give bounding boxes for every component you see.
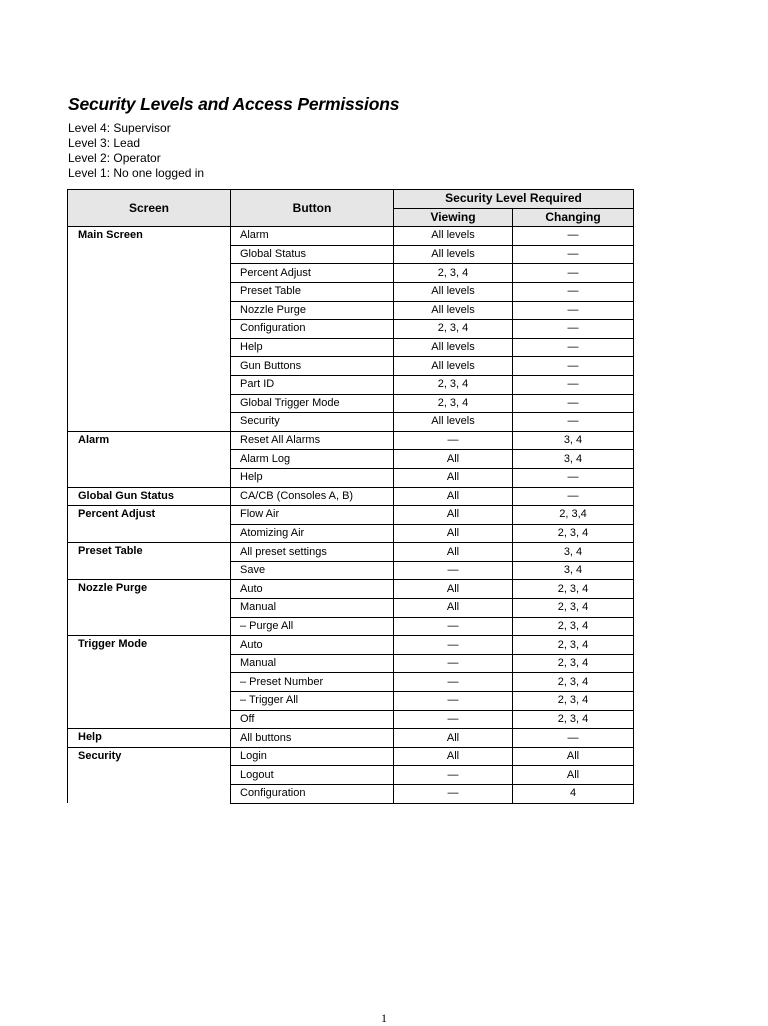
button-name-cell: Nozzle Purge	[231, 301, 394, 320]
changing-level-cell: 2, 3, 4	[513, 636, 634, 655]
changing-level-cell: —	[513, 245, 634, 264]
screen-name-cell: Nozzle Purge	[68, 580, 231, 636]
button-name-cell: Alarm	[231, 227, 394, 246]
viewing-level-cell: All levels	[394, 301, 513, 320]
viewing-level-cell: All	[394, 524, 513, 543]
page-title: Security Levels and Access Permissions	[68, 94, 400, 114]
viewing-level-cell: All levels	[394, 413, 513, 432]
changing-level-cell: 2, 3, 4	[513, 692, 634, 711]
screen-name-cell: Main Screen	[68, 227, 231, 432]
screen-name-cell: Preset Table	[68, 543, 231, 580]
viewing-level-cell: —	[394, 766, 513, 785]
button-name-cell: Global Trigger Mode	[231, 394, 394, 413]
viewing-level-cell: All	[394, 450, 513, 469]
table-row	[68, 636, 634, 655]
viewing-level-cell: —	[394, 785, 513, 804]
button-name-cell: Configuration	[231, 320, 394, 339]
table-row	[68, 747, 634, 766]
table-row	[68, 431, 634, 450]
button-name-cell: Auto	[231, 580, 394, 599]
button-name-cell: Off	[231, 710, 394, 729]
viewing-level-cell: —	[394, 692, 513, 711]
button-name-cell: Manual	[231, 599, 394, 618]
viewing-level-cell: —	[394, 673, 513, 692]
button-name-cell: Part ID	[231, 375, 394, 394]
changing-level-cell: 4	[513, 785, 634, 804]
button-name-cell: Flow Air	[231, 506, 394, 525]
button-name-cell: CA/CB (Consoles A, B)	[231, 487, 394, 506]
header-button: Button	[231, 190, 394, 227]
button-name-cell: – Preset Number	[231, 673, 394, 692]
viewing-level-cell: —	[394, 617, 513, 636]
permissions-table-body	[68, 227, 634, 803]
screen-name-cell: Help	[68, 729, 231, 748]
viewing-level-cell: All levels	[394, 227, 513, 246]
changing-level-cell: 2, 3, 4	[513, 580, 634, 599]
viewing-level-cell: All	[394, 487, 513, 506]
header-security-level-required: Security Level Required	[394, 190, 634, 209]
changing-level-cell: 2, 3, 4	[513, 599, 634, 618]
table-row	[68, 506, 634, 525]
changing-level-cell: —	[513, 320, 634, 339]
screen-name-cell: Security	[68, 747, 231, 803]
viewing-level-cell: All	[394, 599, 513, 618]
security-levels-list	[68, 121, 204, 181]
changing-level-cell: —	[513, 301, 634, 320]
viewing-level-cell: 2, 3, 4	[394, 320, 513, 339]
button-name-cell: Help	[231, 338, 394, 357]
button-name-cell: – Purge All	[231, 617, 394, 636]
button-name-cell: All buttons	[231, 729, 394, 748]
changing-level-cell: —	[513, 487, 634, 506]
button-name-cell: Percent Adjust	[231, 264, 394, 283]
changing-level-cell: —	[513, 729, 634, 748]
viewing-level-cell: —	[394, 431, 513, 450]
viewing-level-cell: —	[394, 710, 513, 729]
changing-level-cell: 2, 3, 4	[513, 673, 634, 692]
changing-level-cell: 2, 3, 4	[513, 710, 634, 729]
viewing-level-cell: 2, 3, 4	[394, 264, 513, 283]
viewing-level-cell: All	[394, 580, 513, 599]
button-name-cell: Login	[231, 747, 394, 766]
changing-level-cell: 3, 4	[513, 561, 634, 580]
button-name-cell: All preset settings	[231, 543, 394, 562]
header-changing: Changing	[513, 208, 634, 227]
button-name-cell: Configuration	[231, 785, 394, 804]
viewing-level-cell: All levels	[394, 245, 513, 264]
table-row	[68, 543, 634, 562]
table-row	[68, 487, 634, 506]
button-name-cell: Gun Buttons	[231, 357, 394, 376]
changing-level-cell: —	[513, 338, 634, 357]
changing-level-cell: —	[513, 394, 634, 413]
table-row	[68, 227, 634, 246]
viewing-level-cell: —	[394, 636, 513, 655]
button-name-cell: Auto	[231, 636, 394, 655]
changing-level-cell: —	[513, 264, 634, 283]
viewing-level-cell: All	[394, 747, 513, 766]
button-name-cell: Preset Table	[231, 282, 394, 301]
viewing-level-cell: All	[394, 543, 513, 562]
changing-level-cell: 3, 4	[513, 431, 634, 450]
table-row	[68, 580, 634, 599]
viewing-level-cell: All levels	[394, 282, 513, 301]
button-name-cell: Atomizing Air	[231, 524, 394, 543]
viewing-level-cell: 2, 3, 4	[394, 394, 513, 413]
viewing-level-cell: All	[394, 729, 513, 748]
level-1-text: Level 1: No one logged in	[68, 166, 205, 180]
page-number: 1	[381, 1011, 387, 1025]
changing-level-cell: All	[513, 747, 634, 766]
changing-level-cell: —	[513, 357, 634, 376]
changing-level-cell: —	[513, 227, 634, 246]
changing-level-cell: 3, 4	[513, 450, 634, 469]
button-name-cell: Alarm Log	[231, 450, 394, 469]
viewing-level-cell: All	[394, 468, 513, 487]
viewing-level-cell: —	[394, 654, 513, 673]
button-name-cell: Global Status	[231, 245, 394, 264]
changing-level-cell: 3, 4	[513, 543, 634, 562]
button-name-cell: Help	[231, 468, 394, 487]
changing-level-cell: —	[513, 413, 634, 432]
viewing-level-cell: All levels	[394, 357, 513, 376]
changing-level-cell: 2, 3, 4	[513, 654, 634, 673]
level-4-text: Level 4: Supervisor	[68, 121, 171, 135]
viewing-level-cell: All	[394, 506, 513, 525]
permissions-table	[67, 189, 634, 804]
changing-level-cell: —	[513, 282, 634, 301]
header-viewing: Viewing	[394, 208, 513, 227]
screen-name-cell: Trigger Mode	[68, 636, 231, 729]
screen-name-cell: Percent Adjust	[68, 506, 231, 543]
changing-level-cell: 2, 3,4	[513, 506, 634, 525]
screen-name-cell: Alarm	[68, 431, 231, 487]
changing-level-cell: All	[513, 766, 634, 785]
button-name-cell: Security	[231, 413, 394, 432]
viewing-level-cell: All levels	[394, 338, 513, 357]
viewing-level-cell: —	[394, 561, 513, 580]
button-name-cell: – Trigger All	[231, 692, 394, 711]
button-name-cell: Save	[231, 561, 394, 580]
table-row	[68, 729, 634, 748]
button-name-cell: Logout	[231, 766, 394, 785]
viewing-level-cell: 2, 3, 4	[394, 375, 513, 394]
changing-level-cell: —	[513, 375, 634, 394]
level-2-text: Level 2: Operator	[68, 151, 161, 165]
button-name-cell: Manual	[231, 654, 394, 673]
changing-level-cell: —	[513, 468, 634, 487]
button-name-cell: Reset All Alarms	[231, 431, 394, 450]
changing-level-cell: 2, 3, 4	[513, 617, 634, 636]
changing-level-cell: 2, 3, 4	[513, 524, 634, 543]
header-screen: Screen	[68, 190, 231, 227]
screen-name-cell: Global Gun Status	[68, 487, 231, 506]
level-3-text: Level 3: Lead	[68, 136, 141, 150]
